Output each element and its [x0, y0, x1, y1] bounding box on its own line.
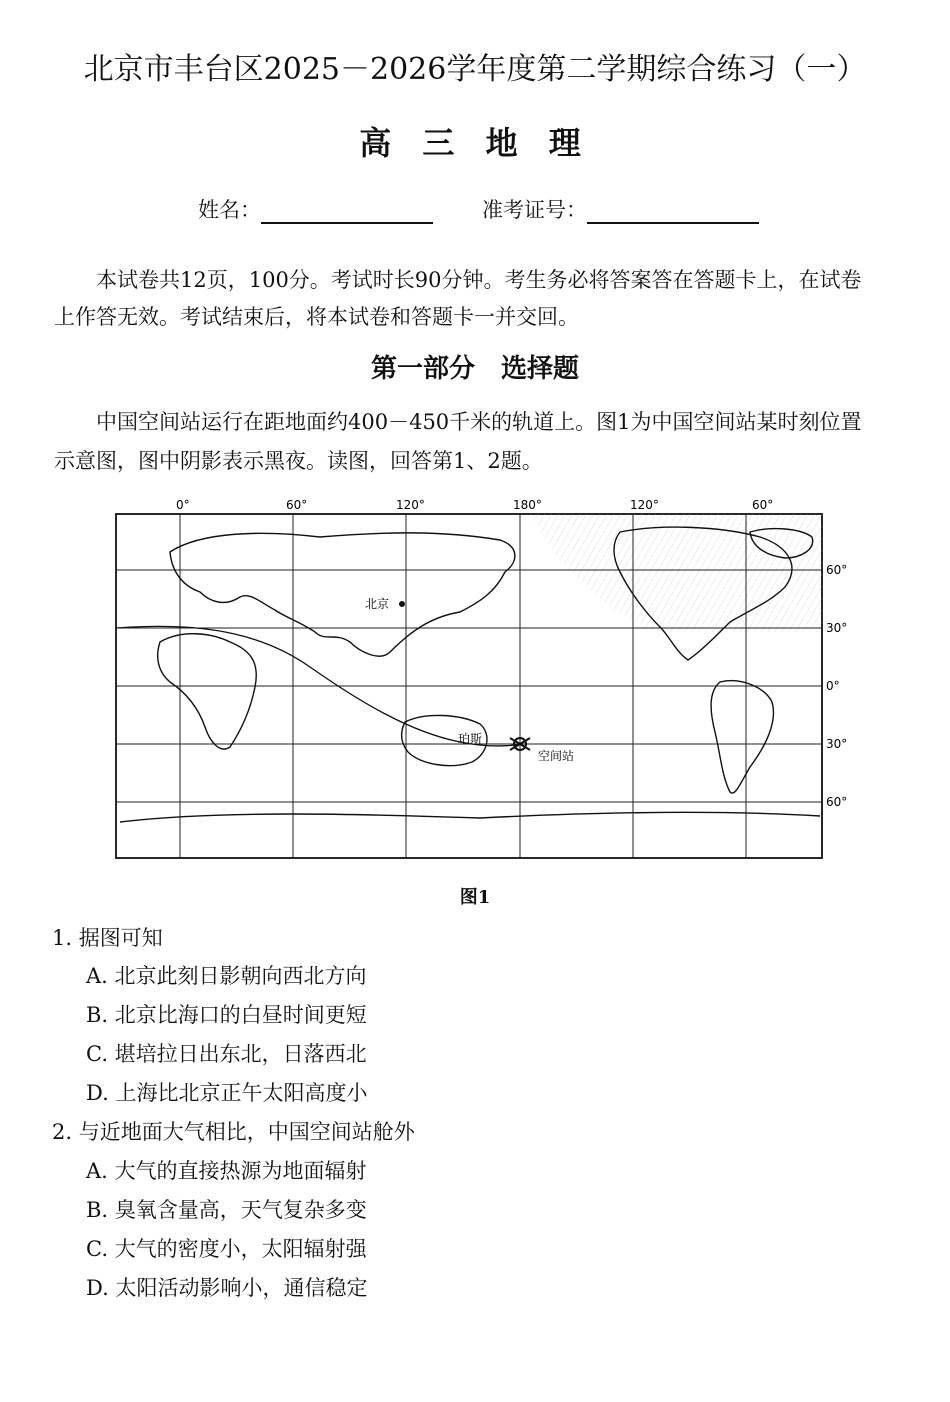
lat-label-30n: 30°	[826, 621, 848, 635]
exam-id-field	[482, 194, 759, 224]
question-1-option-c[interactable]: C. 堪培拉日出东北，日落西北	[86, 1042, 367, 1066]
name-label: 姓名：	[198, 198, 261, 222]
beijing-label: 北京	[365, 597, 390, 611]
station-label: 空间站	[538, 749, 575, 763]
name-field	[198, 194, 433, 224]
lat-label-30s: 30°	[826, 737, 848, 751]
instructions-line-2: 上作答无效。考试结束后，将本试卷和答题卡一并交回。	[54, 305, 579, 329]
lon-label-120w: 120°	[630, 498, 659, 512]
question-1-stem: 1. 据图可知	[52, 926, 163, 950]
lon-label-60e: 60°	[286, 498, 308, 512]
world-map-figure	[100, 492, 860, 864]
lat-label-60s: 60°	[826, 795, 848, 809]
lat-label-0: 0°	[826, 679, 840, 693]
question-2-stem: 2. 与近地面大气相比，中国空间站舱外	[52, 1120, 415, 1144]
question-2-option-c[interactable]: C. 大气的密度小，太阳辐射强	[86, 1237, 367, 1261]
perth-label: 珀斯	[458, 732, 483, 746]
figure-caption: 图1	[459, 887, 491, 908]
exam-id-label: 准考证号：	[482, 198, 587, 222]
beijing-marker	[399, 601, 405, 607]
section-title: 第一部分 选择题	[370, 354, 579, 384]
lon-label-180: 180°	[513, 498, 542, 512]
subject-title: 高 三 地 理	[359, 124, 591, 162]
intro-line-2: 示意图，图中阴影表示黑夜。读图，回答第1、2题。	[54, 449, 543, 473]
exam-header-title: 北京市丰台区2025－2026学年度第二学期综合练习（一）	[83, 52, 867, 87]
question-2-option-d[interactable]: D. 太阳活动影响小，通信稳定	[86, 1276, 368, 1300]
lat-label-60n: 60°	[826, 563, 848, 577]
question-2-option-a[interactable]: A. 大气的直接热源为地面辐射	[86, 1159, 367, 1183]
lon-label-120e: 120°	[396, 498, 425, 512]
lon-label-0: 0°	[176, 498, 190, 512]
exam-id-blank	[587, 200, 759, 224]
question-1-option-b[interactable]: B. 北京比海口的白昼时间更短	[86, 1003, 367, 1027]
name-blank	[261, 200, 433, 224]
lon-label-60w: 60°	[752, 498, 774, 512]
instructions-line-1: 本试卷共12页，100分。考试时长90分钟。考生务必将答案答在答题卡上，在试卷	[96, 268, 862, 292]
question-1-option-a[interactable]: A. 北京此刻日影朝向西北方向	[86, 964, 367, 988]
intro-line-1: 中国空间站运行在距地面约400－450千米的轨道上。图1为中国空间站某时刻位置	[96, 410, 862, 434]
question-2-option-b[interactable]: B. 臭氧含量高，天气复杂多变	[86, 1198, 367, 1222]
question-1-option-d[interactable]: D. 上海比北京正午太阳高度小	[86, 1081, 368, 1105]
